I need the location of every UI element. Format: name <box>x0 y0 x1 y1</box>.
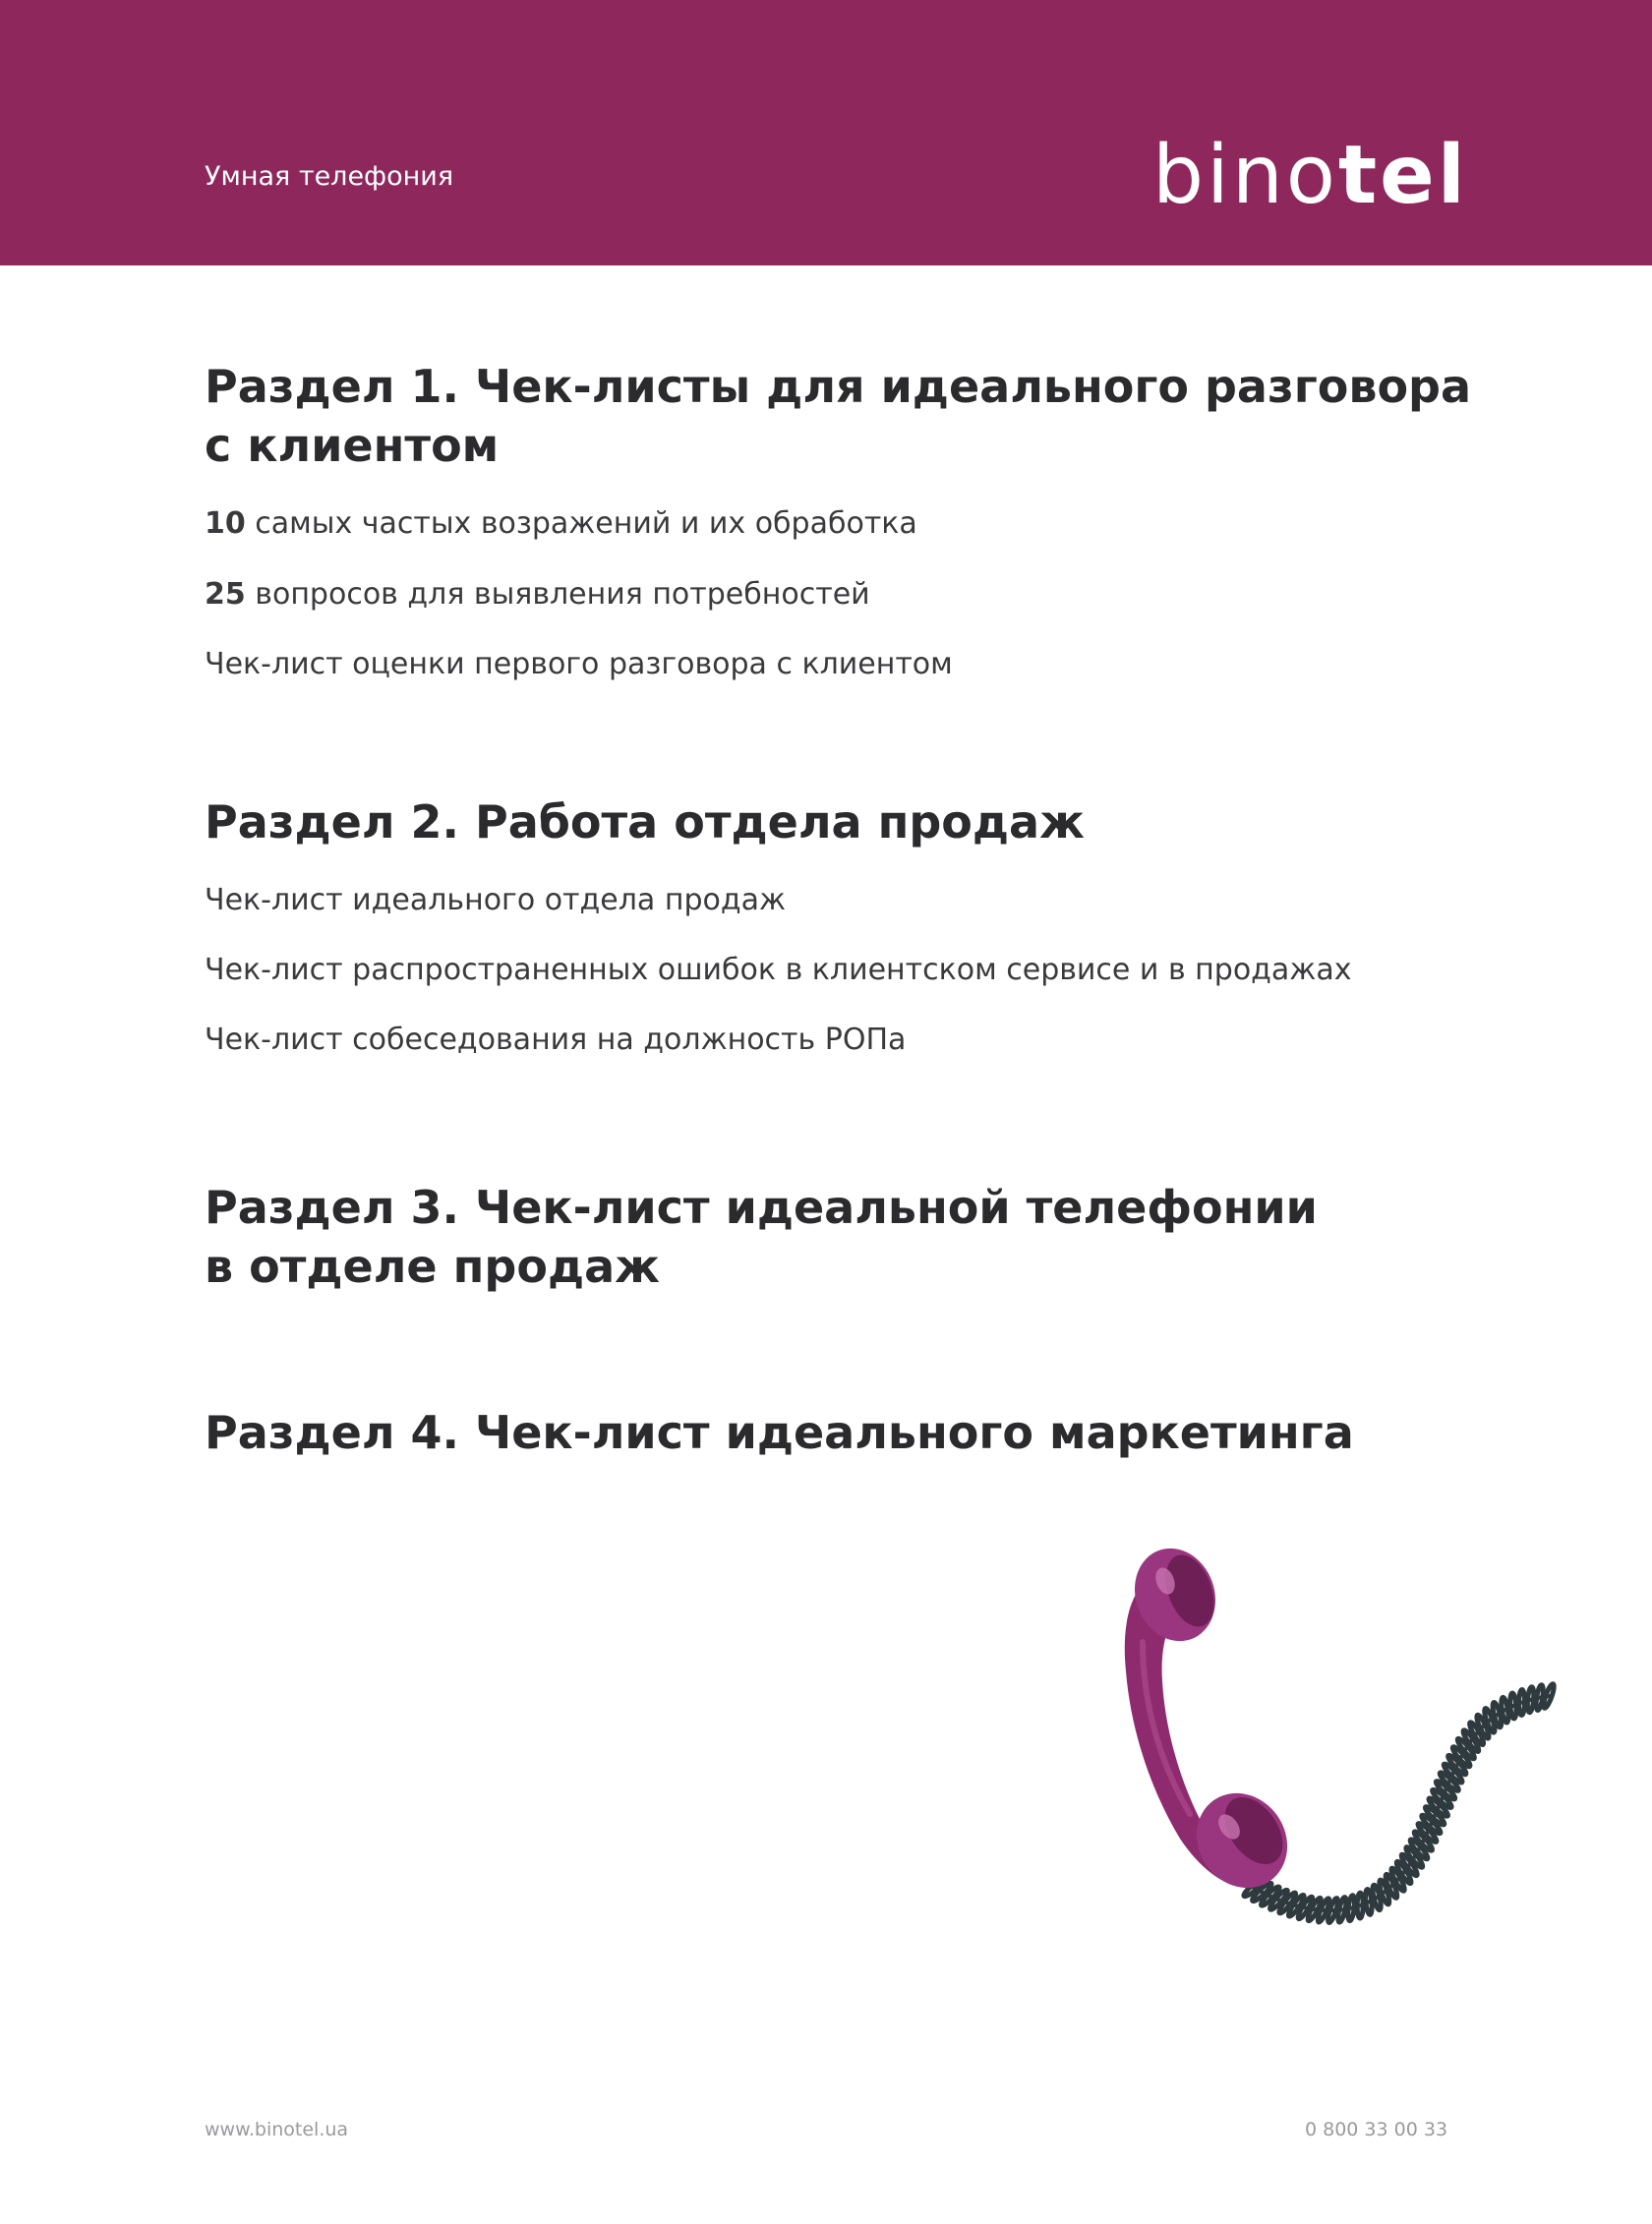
section-1-item-3: Чек-лист оценки первого разговора с клиентом <box>205 647 953 681</box>
footer-website[interactable]: www.binotel.ua <box>205 2119 349 2140</box>
telephone-handset-icon <box>1052 1534 1573 1957</box>
section-1-title-line2: с клиентом <box>205 419 500 472</box>
logo-text-regular: bino <box>1152 129 1338 222</box>
tagline: Умная телефония <box>205 161 454 192</box>
footer-phone: 0 800 33 00 33 <box>1305 2119 1448 2140</box>
section-2-title-line1: Раздел 2. Работа отдела продаж <box>205 795 1085 849</box>
section-3-title <box>205 1178 1318 1296</box>
item-number: 10 <box>205 506 246 541</box>
phone-cord-coils <box>1242 1683 1556 1924</box>
logo-text-bold: tel <box>1337 129 1468 222</box>
section-1-item-1 <box>205 506 917 541</box>
section-2-item-1: Чек-лист идеального отдела продаж <box>205 883 786 917</box>
header-banner <box>0 0 1652 265</box>
section-2-item-2: Чек-лист распространенных ошибок в клиентском сервисе и в продажах <box>205 953 1352 987</box>
section-4-title <box>205 1403 1354 1462</box>
item-number: 25 <box>205 577 246 612</box>
section-2-title <box>205 792 1085 851</box>
section-2-item-3: Чек-лист собеседования на должность РОПа <box>205 1023 907 1057</box>
section-1-title <box>205 357 1471 475</box>
item-text: самых частых возражений и их обработка <box>245 506 917 541</box>
section-1-item-2 <box>205 577 870 612</box>
section-1-title-line1: Раздел 1. Чек-листы для идеального разговора <box>205 360 1472 413</box>
section-3-title-line2: в отделе продаж <box>205 1240 660 1293</box>
section-4-title-line1: Раздел 4. Чек-лист идеального маркетинга <box>205 1406 1354 1459</box>
section-3-title-line1: Раздел 3. Чек-лист идеальной телефонии <box>205 1181 1318 1234</box>
binotel-logo[interactable] <box>1152 129 1468 222</box>
item-text: вопросов для выявления потребностей <box>245 577 870 612</box>
phone-handset <box>1122 1537 1306 1905</box>
